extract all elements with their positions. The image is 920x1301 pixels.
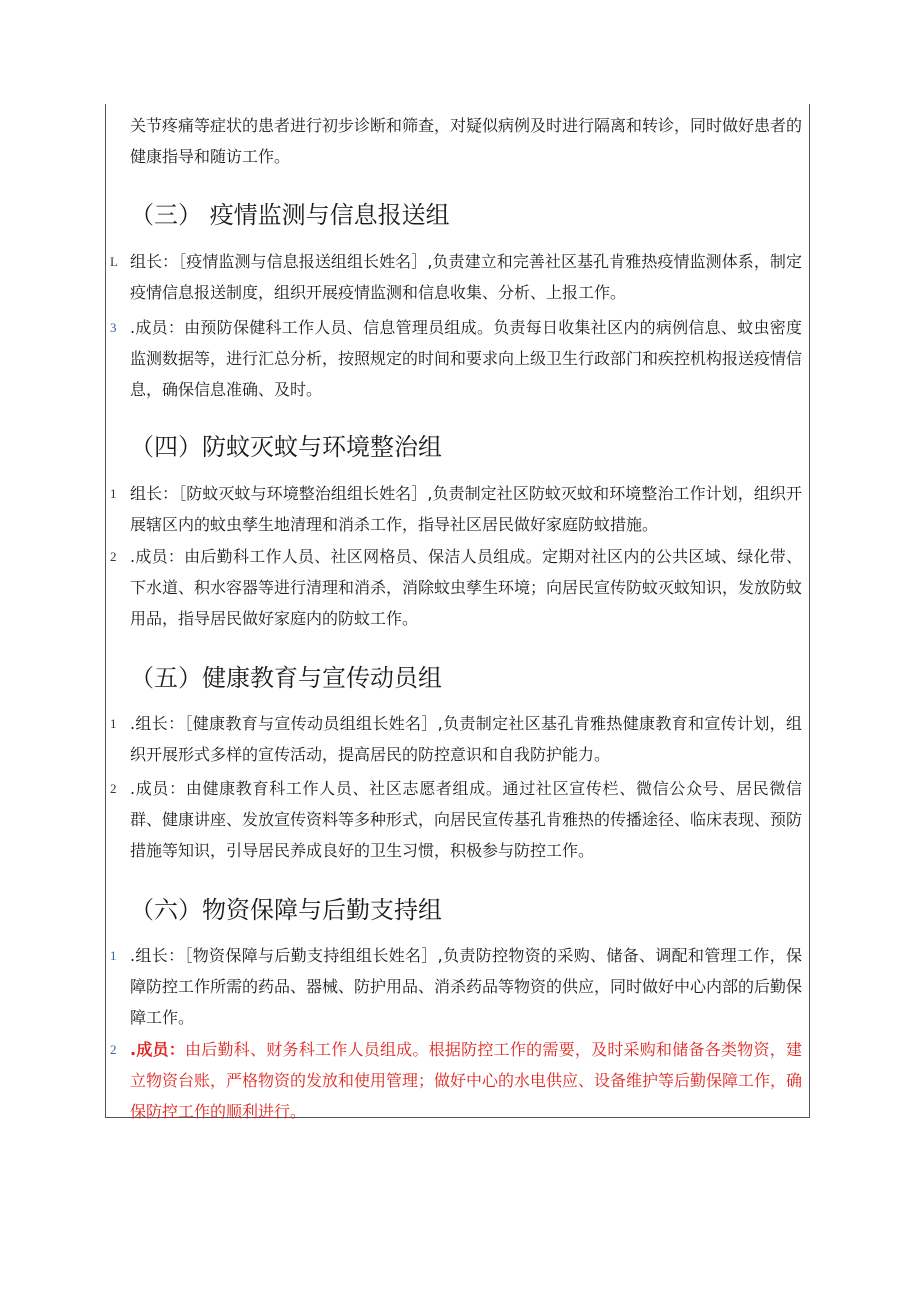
- list-item-text: 组长：［防蚊灭蚊与环境整治组组长姓名］,负责制定社区防蚊灭蚊和环境整治工作计划，组织开展辖区内的蚊虫孳生地清理和消杀工作，指导社区居民做好家庭防蚊措施。: [130, 484, 802, 534]
- list-item-text-highlighted: [130, 1034, 802, 1127]
- list-marker: 1: [110, 948, 117, 963]
- list-marker: 2: [110, 781, 117, 796]
- list-marker: L: [110, 254, 118, 269]
- list-marker: 1: [110, 716, 117, 731]
- intro-paragraph: 关节疼痛等症状的患者进行初步诊断和筛查，对疑似病例及时进行隔离和转诊，同时做好患者的健康指导和随访工作。: [130, 116, 803, 166]
- section-3-heading: （三） 疫情监测与信息报送组: [130, 201, 450, 229]
- section-4-heading: （四）防蚊灭蚊与环境整治组: [130, 433, 442, 461]
- section-6-heading: （六）物资保障与后勤支持组: [130, 896, 442, 924]
- section-5-heading: （五）健康教育与宣传动员组: [130, 664, 442, 692]
- member-label: .成员：: [130, 1040, 186, 1059]
- document-frame: [105, 104, 810, 1121]
- list-item-text: 组长：［疫情监测与信息报送组组长姓名］,负责建立和完善社区基孔肯雅热疫情监测体系，制定疫情信息报送制度，组织开展疫情监测和信息收集、分析、上报工作。: [130, 252, 802, 302]
- list-item-text: .组长：［物资保障与后勤支持组组长姓名］,负责防控物资的采购、储备、调配和管理工作，保障防控工作所需的药品、器械、防护用品、消杀药品等物资的供应，同时做好中心内部的后勤保障工作。: [130, 946, 803, 1027]
- list-marker: 3: [110, 320, 117, 335]
- list-marker: 1: [110, 486, 117, 501]
- list-item-text: .成员：由后勤科工作人员、社区网格员、保洁人员组成。定期对社区内的公共区域、绿化带、下水道、积水容器等进行清理和消杀，消除蚊虫孳生环境；向居民宣传防蚊灭蚊知识，发放防蚊用品，指导居民做好家庭内的防蚊工作。: [130, 547, 803, 628]
- list-marker: 2: [110, 549, 117, 564]
- member-description: 由后勤科、财务科工作人员组成。根据防控工作的需要，及时采购和储备各类物资，建立物资台账，严格物资的发放和使用管理；做好中心的水电供应、设备维护等后勤保障工作，确保防控工作的顺利进行。: [130, 1040, 803, 1121]
- list-item-text: .组长：［健康教育与宣传动员组组长姓名］,负责制定社区基孔肯雅热健康教育和宣传计划，组织开展形式多样的宣传活动，提高居民的防控意识和自我防护能力。: [130, 714, 802, 764]
- list-marker: 2: [110, 1042, 117, 1057]
- list-item-text: .成员：由健康教育科工作人员、社区志愿者组成。通过社区宣传栏、微信公众号、居民微信群、健康讲座、发放宣传资料等多种形式，向居民宣传基孔肯雅热的传播途径、临床表现、预防措施等知识，引导居民养成良好的卫生习惯，积极参与防控工作。: [130, 779, 803, 860]
- list-item-text: .成员：由预防保健科工作人员、信息管理员组成。负责每日收集社区内的病例信息、蚊虫密度监测数据等，进行汇总分析，按照规定的时间和要求向上级卫生行政部门和疾控机构报送疫情信息，确保信息准确、及时。: [130, 318, 803, 399]
